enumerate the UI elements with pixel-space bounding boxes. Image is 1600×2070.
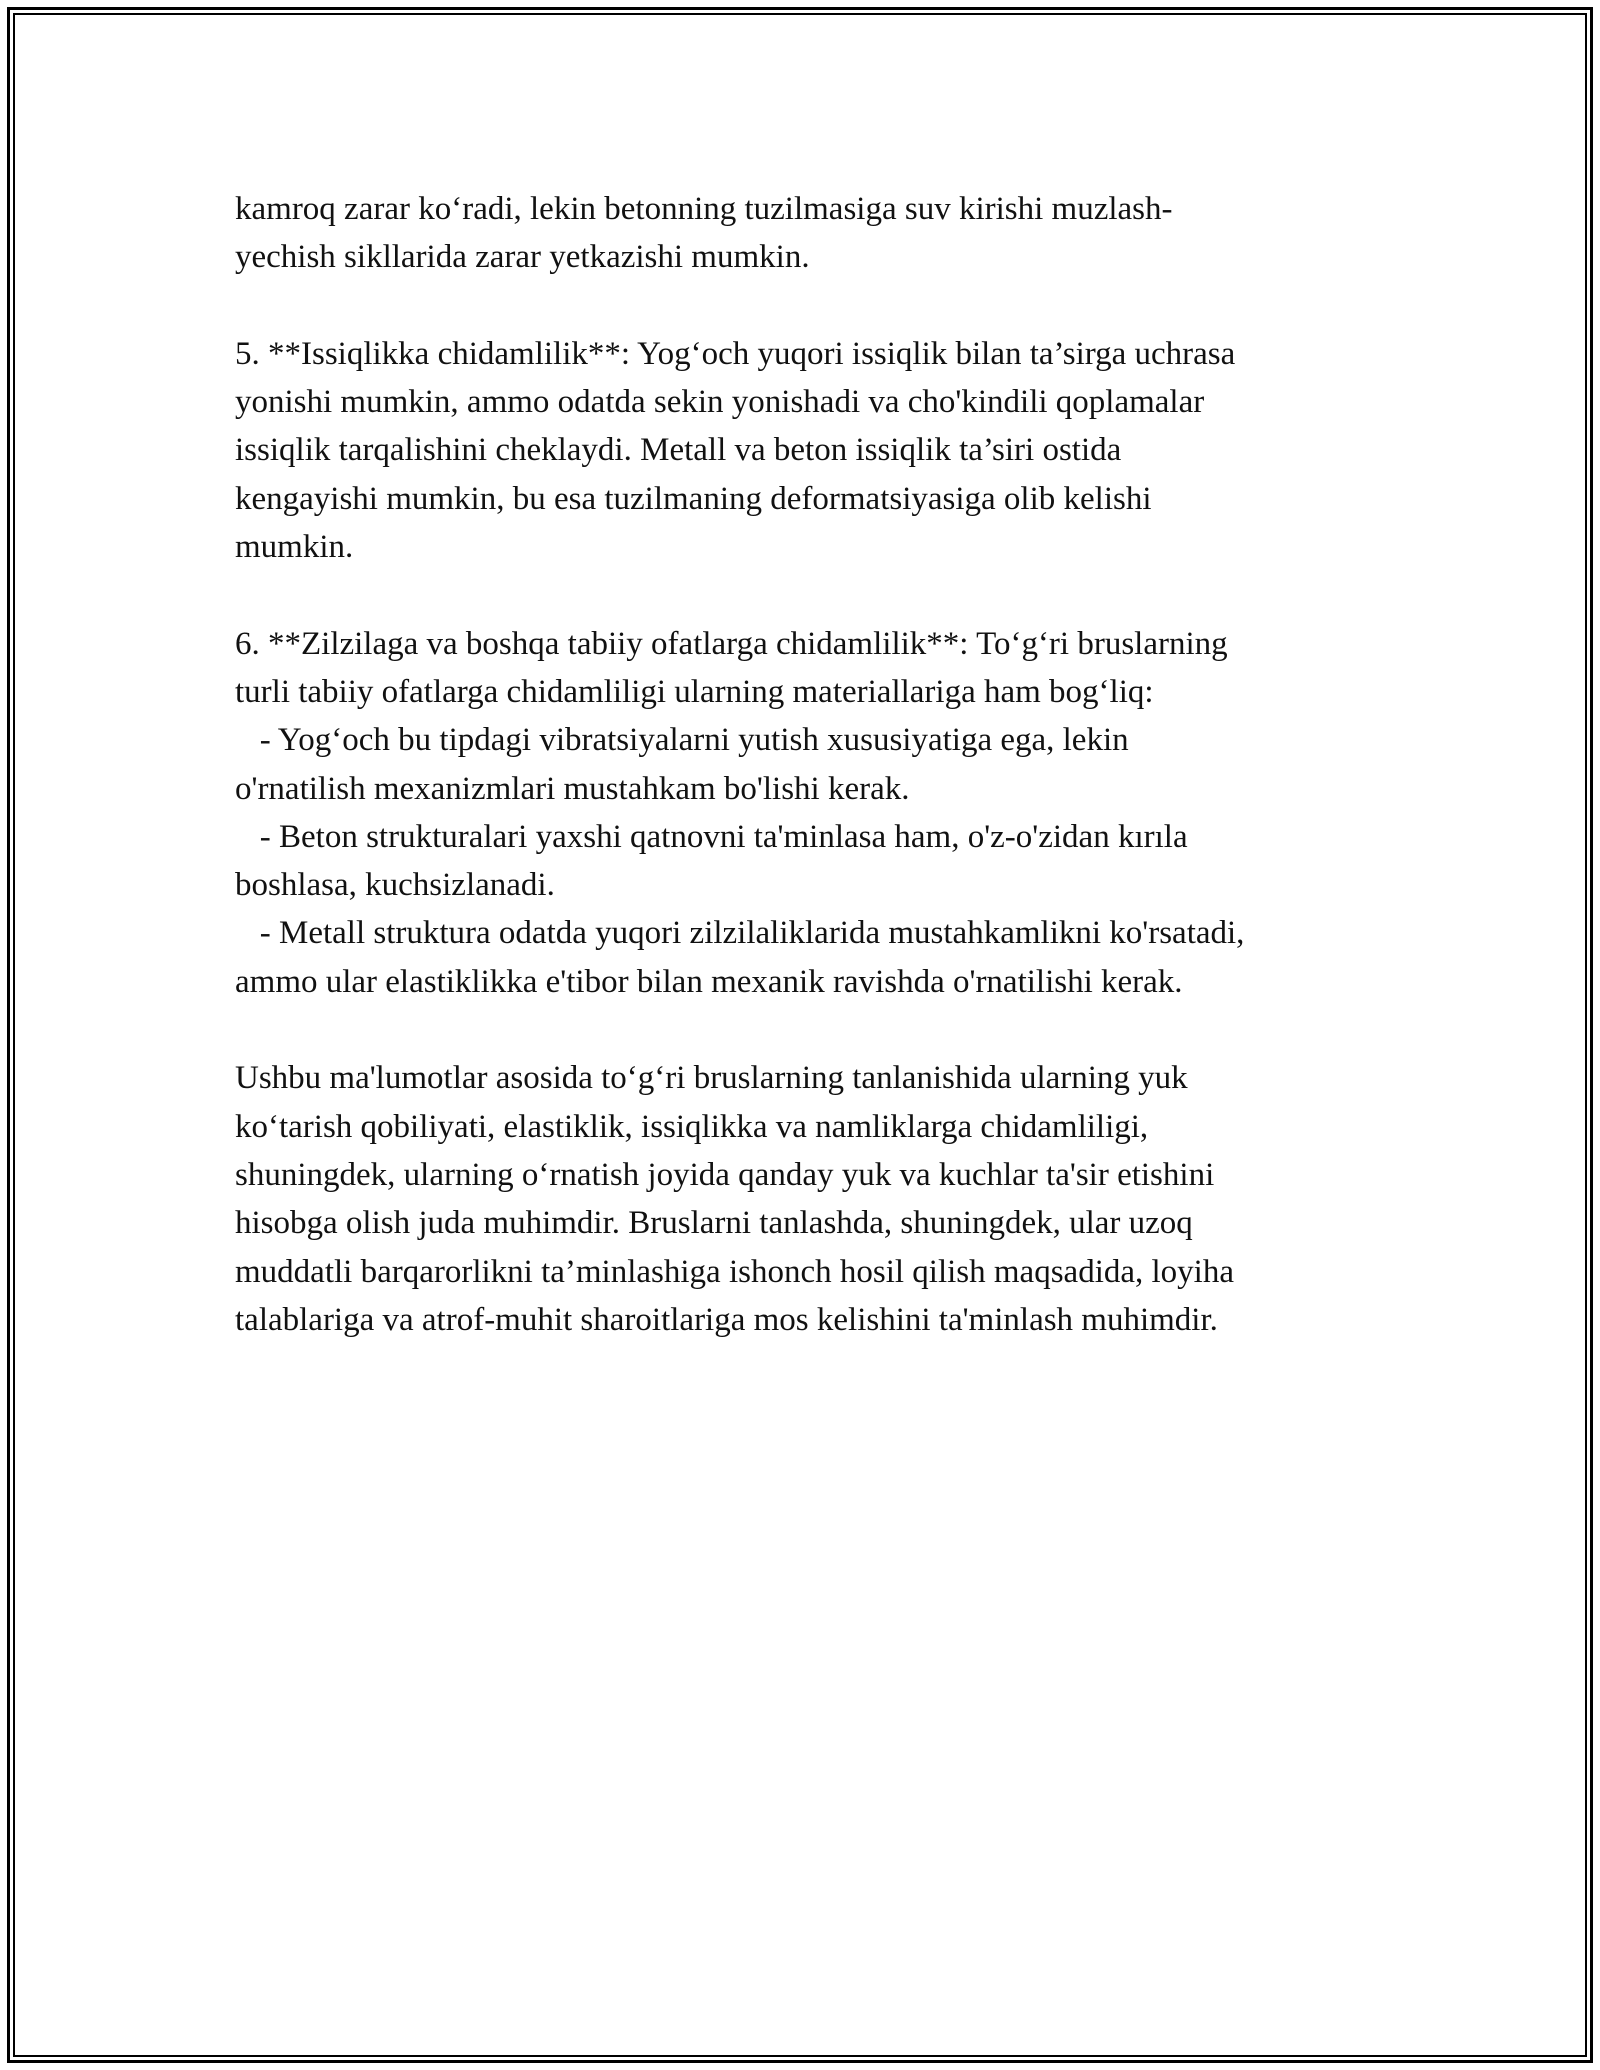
text-line: Ushbu ma'lumotlar asosida to‘g‘ri bruslarning tanlanishida ularning yuk (235, 1060, 1188, 1097)
paragraph-gap (235, 282, 1375, 330)
list-item-line: - Beton strukturalari yaxshi qatnovni ta'minlasa ham, o'z-o'zidan kırıla (235, 818, 1188, 855)
text-line: ammo ular elastiklikka e'tibor bilan mexanik ravishda o'rnatilishi kerak. (235, 963, 1183, 1000)
text-line: shuningdek, ularning o‘rnatish joyida qanday yuk va kuchlar ta'sir etishini (235, 1156, 1215, 1193)
paragraph-heat-resistance (235, 330, 1375, 571)
paragraph-earthquake-resistance (235, 620, 1375, 1006)
paragraph-gap (235, 571, 1375, 619)
text-line: hisobga olish juda muhimdir. Bruslarni tanlashda, shuningdek, ular uzoq (235, 1205, 1193, 1242)
text-line: talablariga va atrof-muhit sharoitlariga mos kelishini ta'minlash muhimdir. (235, 1301, 1218, 1338)
paragraph-conclusion (235, 1054, 1375, 1344)
text-line: o'rnatilish mexanizmlari mustahkam bo'lishi kerak. (235, 770, 910, 807)
list-item-line: - Yog‘och bu tipdagi vibratsiyalarni yutish xususiyatiga ega, lekin (235, 722, 1129, 759)
text-line: kamroq zarar ko‘radi, lekin betonning tuzilmasiga suv kirishi muzlash- (235, 191, 1173, 227)
paragraph-continuation (235, 185, 1375, 282)
text-line: yonishi mumkin, ammo odatda sekin yonishadi va cho'kindili qoplamalar (235, 384, 1205, 421)
text-line: ko‘tarish qobiliyati, elastiklik, issiqlikka va namliklarga chidamliligi, (235, 1108, 1149, 1145)
text-line: mumkin. (235, 529, 354, 566)
text-line: muddatli barqarorlikni ta’minlashiga ishonch hosil qilish maqsadida, loyiha (235, 1253, 1234, 1290)
text-line: kengayishi mumkin, bu esa tuzilmaning deformatsiyasiga olib kelishi (235, 480, 1152, 517)
text-line: 5. **Issiqlikka chidamlilik**: Yog‘och yuqori issiqlik bilan ta’sirga uchrasa (235, 335, 1236, 372)
text-line: boshlasa, kuchsizlanadi. (235, 867, 555, 904)
paragraph-gap (235, 1006, 1375, 1054)
text-line: issiqlik tarqalishini cheklaydi. Metall va beton issiqlik ta’siri ostida (235, 432, 1122, 469)
text-line: yechish sikllarida zarar yetkazishi mumkin. (235, 239, 810, 276)
document-body (235, 185, 1375, 1344)
text-line: 6. **Zilzilaga va boshqa tabiiy ofatlarga chidamlilik**: To‘g‘ri bruslarning (235, 625, 1228, 662)
text-line: turli tabiiy ofatlarga chidamliligi ularning materiallariga ham bog‘liq: (235, 673, 1154, 710)
list-item-line: - Metall struktura odatda yuqori zilzilaliklarida mustahkamlikni ko'rsatadi, (235, 915, 1245, 952)
